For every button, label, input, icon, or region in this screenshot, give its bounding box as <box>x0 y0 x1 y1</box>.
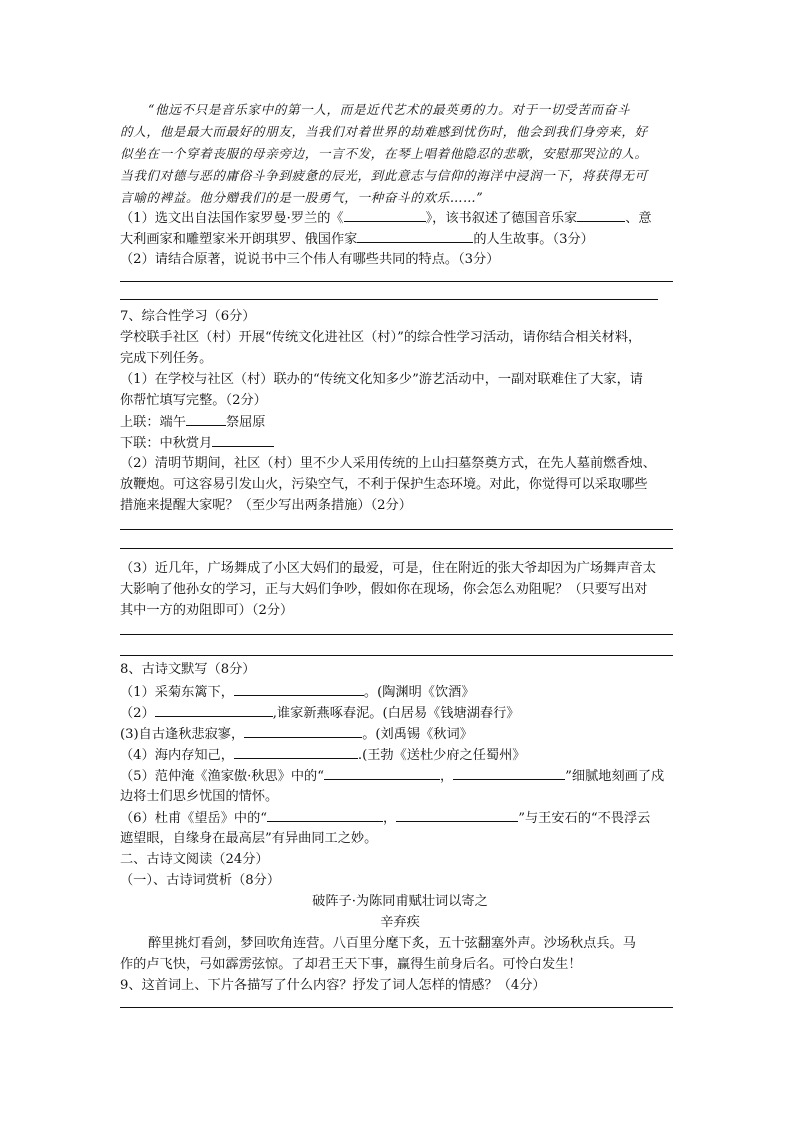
question-7-2-line-1: （2）清明节期间，社区（村）里不少人采用传统的上山扫墓祭奠方式，在先人墓前燃香烛、 <box>120 456 656 471</box>
answer-blank-russian-writer[interactable] <box>357 228 473 243</box>
answer-line[interactable] <box>120 634 673 635</box>
question-6-1-line-2: 大利画家和雕塑家米开朗琪罗、俄国作家 的人生故事。（3分） <box>120 228 680 250</box>
question-8-5-line-1: （5）范仲淹《渔家傲·秋思》中的“ ， ”细腻地刻画了戍 <box>120 765 680 787</box>
answer-blank-8-5-b[interactable] <box>453 765 565 780</box>
question-7-2-line-3: 措施来提醒大家呢？（至少写出两条措施）（2分） <box>120 498 412 513</box>
answer-blank-8-2[interactable] <box>155 702 273 717</box>
question-9: 9、这首词上、下片各描写了什么内容？抒发了词人怎样的情感？（4分） <box>120 978 546 993</box>
question-7-title: 7、综合性学习（6分） <box>120 309 256 324</box>
poem-title: 破阵子·为陈同甫赋壮词以寄之 <box>312 894 488 909</box>
question-8-5-line-2: 边将士们思乡忧国的情怀。 <box>120 789 279 804</box>
quote-line-4: 当我们对德与恶的庸俗斗争到疲惫的辰光，到此意志与信仰的海洋中浸润一下，将获得无可 <box>120 168 648 183</box>
question-7-3-line-3: 其中一方的劝阻即可）（2分） <box>120 603 294 618</box>
quote-line-2: 的人，他是最大而最好的朋友，当我们对着世界的劫难感到忧伤时，他会到我们身旁来，好 <box>120 124 648 139</box>
answer-line[interactable] <box>120 655 673 656</box>
question-6-2: （2）请结合原著，说说书中三个伟人有哪些共同的特点。（3分） <box>120 252 500 267</box>
answer-blank-8-1[interactable] <box>234 681 364 696</box>
question-8-1: （1）采菊东篱下， 。(陶渊明《饮酒》 <box>120 681 680 703</box>
poem-author: 辛弃疾 <box>380 915 420 930</box>
answer-blank-8-6-b[interactable] <box>396 807 518 822</box>
answer-blank-8-6-a[interactable] <box>267 807 383 822</box>
question-7-intro-line-1: 学校联手社区（村）开展“传统文化进社区（村）”的综合性学习活动，请你结合相关材料， <box>120 330 642 345</box>
couplet-upper: 上联：端午 祭屈原 <box>120 411 680 433</box>
question-7-1-line-2: 你帮忙填写完整。（2分） <box>120 393 267 408</box>
answer-line[interactable] <box>120 1007 673 1008</box>
question-7-1-line-1: （1）在学校与社区（村）联办的“传统文化知多少”游艺活动中，一副对联难住了大家，请 <box>120 372 643 387</box>
answer-blank-couplet-upper[interactable] <box>186 411 226 426</box>
question-8-2: （2） ,谁家新燕啄春泥。(白居易《钱塘湖春行》 <box>120 702 680 724</box>
answer-blank-couplet-lower[interactable] <box>212 432 274 447</box>
couplet-lower: 下联：中秋赏月 <box>120 432 680 454</box>
question-8-6-line-1: （6）杜甫《望岳》中的“ ， ”与王安石的“不畏浮云 <box>120 807 680 829</box>
question-8-4: （4）海内存知己， .(王勃《送杜少府之任蜀州》 <box>120 744 680 766</box>
question-8-6-line-2: 遮望眼，自缘身在最高层”有异曲同工之妙。 <box>120 831 378 846</box>
question-8-3: (3)自古逢秋悲寂寥， 。(刘禹锡《秋词》 <box>120 723 680 745</box>
quote-line-1: “他远不只是音乐家中的第一人，而是近代艺术的最英勇的力。对于一切受苦而奋斗 <box>148 102 631 117</box>
answer-line[interactable] <box>120 299 658 300</box>
answer-blank-8-3[interactable] <box>244 723 362 738</box>
question-7-3-line-2: 大影响了他孙女的学习，正与大妈们争吵，假如你在现场，你会怎么劝阻呢？（只要写出对 <box>120 582 648 597</box>
section-2-title: 二、古诗文阅读（24分） <box>120 852 269 867</box>
answer-blank-8-4[interactable] <box>234 744 358 759</box>
question-7-3-line-1: （3）近几年，广场舞成了小区大妈们的最爱，可是，住在附近的张大爷却因为广场舞声音太 <box>120 561 656 576</box>
answer-line[interactable] <box>120 529 673 530</box>
answer-blank-book[interactable] <box>344 207 426 222</box>
section-2-1-title: （一）、古诗词赏析（8分） <box>120 873 281 888</box>
answer-blank-8-5-a[interactable] <box>324 765 440 780</box>
answer-line[interactable] <box>120 548 673 549</box>
poem-line-2: 作的卢飞快，弓如霹雳弦惊。了却君王天下事，赢得生前身后名。可怜白发生！ <box>120 957 582 972</box>
answer-blank-musician[interactable] <box>577 207 625 222</box>
quote-line-3: 似坐在一个穿着丧服的母亲旁边，一言不发，在琴上唱着他隐忍的悲歌，安慰那哭泣的人。 <box>120 146 648 161</box>
question-6-1-line-1: （1）选文出自法国作家罗曼·罗兰的《 》，该书叙述了德国音乐家 、意 <box>120 207 680 229</box>
answer-line[interactable] <box>120 281 673 282</box>
quote-line-5: 言喻的裨益。他分赠我们的是一股勇气，一种奋斗的欢乐……” <box>120 190 484 205</box>
question-7-intro-line-2: 完成下列任务。 <box>120 351 213 366</box>
question-8-title: 8、古诗文默写（8分） <box>120 662 256 677</box>
question-7-2-line-2: 放鞭炮。可这容易引发山火，污染空气，不利于保护生态环境。对此，你觉得可以采取哪些 <box>120 477 648 492</box>
poem-line-1: 醉里挑灯看剑，梦回吹角连营。八百里分麾下炙，五十弦翻塞外声。沙场秋点兵。马 <box>148 936 636 951</box>
